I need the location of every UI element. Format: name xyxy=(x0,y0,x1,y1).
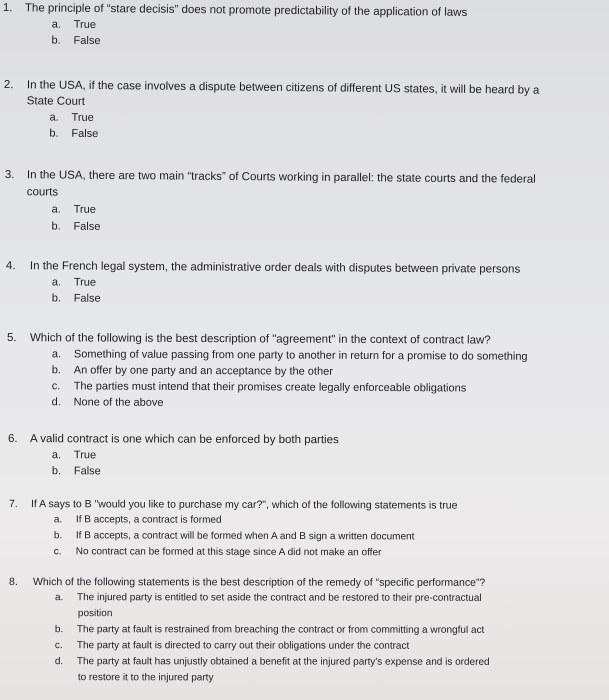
question-text: In the USA, there are two main “tracks” of Courts working in parallel: the state courts and the federal xyxy=(26,169,536,186)
option-text-continued: to restore it to the injured party xyxy=(77,672,214,684)
option-text: The party at fault has unjustly obtained a benefit at the injured party's expense and is ordered xyxy=(76,656,490,668)
answer-option xyxy=(49,127,98,142)
option-text: An offer by one party and an acceptance by the other xyxy=(73,364,333,378)
option-letter: b. xyxy=(54,624,64,636)
answer-option xyxy=(52,347,528,363)
question-text: In the French legal system, the administrative order deals with disputes between private persons xyxy=(29,260,521,276)
answer-option xyxy=(55,655,490,670)
option-text: Something of value passing from one party to another in return for a promise to do something xyxy=(73,348,528,363)
answer-option xyxy=(52,202,96,216)
option-text: True xyxy=(73,203,96,216)
option-text: If B accepts, a contract is formed xyxy=(75,514,222,526)
question-number: 7. xyxy=(8,498,18,511)
question-8 xyxy=(0,575,609,684)
option-text: False xyxy=(73,220,101,233)
option-text: False xyxy=(73,292,101,305)
option-letter: a. xyxy=(51,203,61,216)
question-text: In the USA, if the case involves a dispute between citizens of different US states, it will be heard by a xyxy=(26,79,540,97)
question-text: courts xyxy=(26,186,59,199)
option-letter: d. xyxy=(54,656,64,668)
option-letter: b. xyxy=(51,465,62,478)
answer-option xyxy=(54,529,415,544)
question-number: 3. xyxy=(4,169,15,182)
option-letter: a. xyxy=(51,449,62,462)
option-text: None of the above xyxy=(73,396,164,409)
question-text: Which of the following is the best description of "agreement" in the context of contract law? xyxy=(29,332,491,347)
question-2 xyxy=(0,78,609,141)
answer-option xyxy=(52,18,96,32)
option-letter: a. xyxy=(53,514,63,526)
option-letter: a. xyxy=(49,111,59,124)
answer-option xyxy=(54,545,382,560)
question-text: Which of the following statements is the best description of the remedy of “specific performance”? xyxy=(32,576,486,589)
option-letter: b. xyxy=(53,530,63,542)
question-number: 4. xyxy=(5,260,16,273)
option-text: True xyxy=(73,18,97,32)
option-letter: c. xyxy=(51,380,61,393)
option-letter: a. xyxy=(51,18,62,31)
option-text-continued: position xyxy=(77,608,113,620)
question-number: 6. xyxy=(7,433,18,446)
answer-option xyxy=(52,448,96,462)
answer-option xyxy=(52,464,101,478)
question-text: A valid contract is one which can be enforced by both parties xyxy=(29,433,339,447)
answer-option xyxy=(52,34,101,49)
question-text: If A says to B "would you like to purchase my car?", which of the following statements is true xyxy=(30,498,458,512)
option-letter: c. xyxy=(54,640,63,652)
answer-option xyxy=(52,395,164,410)
option-letter: b. xyxy=(51,34,61,47)
question-5 xyxy=(0,331,609,409)
option-letter: a. xyxy=(54,592,64,604)
option-letter: a. xyxy=(51,348,62,361)
option-text: False xyxy=(71,127,99,141)
question-number: 8. xyxy=(8,576,18,589)
question-number: 5. xyxy=(6,332,17,345)
answer-option xyxy=(55,591,482,606)
answer-option xyxy=(52,363,333,378)
answer-option xyxy=(55,639,409,654)
option-text: False xyxy=(73,465,101,478)
answer-option xyxy=(52,379,467,395)
answer-option xyxy=(54,513,222,528)
option-text: True xyxy=(73,449,97,462)
question-6 xyxy=(0,432,609,478)
question-text: State Court xyxy=(26,95,85,108)
question-text: The principle of “stare decisis” does not promote predictability of the application of laws xyxy=(24,2,468,19)
answer-option xyxy=(50,111,94,125)
answer-option xyxy=(55,623,484,638)
question-7 xyxy=(0,497,609,559)
option-text: If B accepts, a contract will be formed when A and B sign a written document xyxy=(75,530,415,543)
option-text: False xyxy=(73,34,101,48)
option-text: The parties must intend that their promises create legally enforceable obligations xyxy=(73,380,467,395)
option-text: The party at fault is restrained from breaching the contract or from committing a wrongful act xyxy=(76,624,485,636)
answer-option xyxy=(52,291,101,305)
option-letter: b. xyxy=(51,364,62,377)
option-letter: b. xyxy=(51,292,61,305)
option-text: True xyxy=(73,276,97,289)
option-text: The injured party is entitled to set aside the contract and be restored to their pre-contractual xyxy=(76,592,482,604)
question-number: 1. xyxy=(2,2,13,15)
option-letter: b. xyxy=(49,127,59,140)
question-number: 2. xyxy=(3,79,14,92)
question-3 xyxy=(0,168,609,233)
option-letter: b. xyxy=(51,220,61,233)
option-text: The party at fault is directed to carry out their obligations under the contract xyxy=(76,640,410,652)
answer-option xyxy=(51,219,100,233)
option-letter: a. xyxy=(51,276,62,289)
answer-option xyxy=(52,275,96,289)
option-text: True xyxy=(71,111,94,124)
option-letter: d. xyxy=(51,396,61,409)
question-4 xyxy=(0,259,609,305)
option-letter: c. xyxy=(53,546,62,558)
question-1 xyxy=(0,1,609,48)
option-text: No contract can be formed at this stage since A did not make an offer xyxy=(75,546,382,559)
